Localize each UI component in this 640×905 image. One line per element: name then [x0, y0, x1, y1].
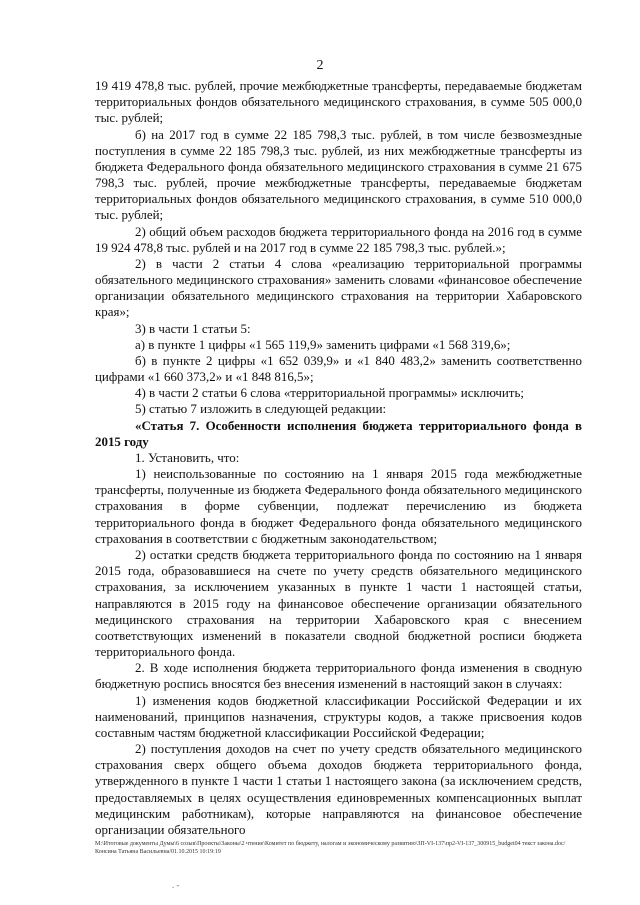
- paragraph: б) на 2017 год в сумме 22 185 798,3 тыс. рублей, в том числе безвозмездные поступления в сумме 22 185 798,3 тыс. рублей, из них межбюджетные трансферты из бюджета Федерального фонда обязательного медицинского страхования в сумме 21 675 798,3 тыс. рублей, прочие межбюджетные трансферты, передаваемые бюджетам территориальных фондов обязательного медицинского страхования, в сумме 510 000,0 тыс. рублей;: [95, 126, 582, 223]
- paragraph: 1) неиспользованные по состоянию на 1 января 2015 года межбюджетные трансферты, полученные из бюджета Федерального фонда обязательного медицинского страхования в форме субвенции, подлежат перечислению из бюджета территориального фонда в бюджет Федерального фонда обязательного медицинского страхования в соответствии с бюджетным законодательством;: [95, 466, 582, 546]
- paragraph: а) в пункте 1 цифры «1 565 119,9» заменить цифрами «1 568 319,6»;: [135, 336, 511, 352]
- paragraph: 2) остатки средств бюджета территориального фонда по состоянию на 1 января 2015 года, образовавшиеся на счете по учету средств обязательного медицинского страхования, за исключением указанных в пункте 1 части 1 настоящей статьи, направляются в 2015 году на финансовое обеспечение организации обязательного медицинского страхования на территории Хабаровского края с внесением соответствующих изменений в показатели сводной бюджетной росписи бюджета территориального фонда.: [95, 546, 582, 660]
- paragraph: б) в пункте 2 цифры «1 652 039,9» и «1 840 483,2» заменить соответственно цифрами «1 660 373,2» и «1 848 816,5»;: [95, 352, 582, 385]
- page-number: 2: [316, 58, 324, 73]
- paragraph: 1. Установить, что:: [135, 449, 240, 465]
- file-path-footer: М:\Итоговые документы Думы\6 созыв\Проекты\Законы\2 чтение\Комитет по бюджету, налогам и экономическому развитию\ЗП-VI-137\пр2-VI-137_300915_budget04 текст закона.doc/Консина Татьяна Васильевна/01.10.2015 10:19:19: [95, 841, 566, 855]
- scan-mark: . -: [172, 880, 180, 890]
- paragraph: 19 419 478,8 тыс. рублей, прочие межбюджетные трансферты, передаваемые бюджетам территориальных фондов обязательного медицинского страхования, в сумме 505 000,0 тыс. рублей;: [95, 78, 582, 126]
- document-body: [95, 78, 582, 838]
- paragraph: 5) статью 7 изложить в следующей редакции:: [135, 401, 387, 417]
- paragraph: 2. В ходе исполнения бюджета территориального фонда изменения в сводную бюджетную роспись вносятся без внесения изменений в настоящий закон в случаях:: [95, 660, 582, 692]
- paragraph: 2) в части 2 статьи 4 слова «реализацию территориальной программы обязательного медицинского страхования» заменить словами «финансовое обеспечение организации обязательного медицинского страхования на территории Хабаровского края»;: [95, 255, 582, 320]
- article-heading: «Статья 7. Особенности исполнения бюджета территориального фонда в 2015 году: [95, 417, 582, 449]
- paragraph: 1) изменения кодов бюджетной классификации Российской Федерации и их наименований, принципов назначения, структуры кодов, а также присвоения кодов составным частям бюджетной классификации Российской Федерации;: [95, 692, 582, 740]
- paragraph: 2) поступления доходов на счет по учету средств обязательного медицинского страхования сверх общего объема доходов бюджета территориального фонда, утвержденного в пункте 1 части 1 статьи 1 настоящего закона (за исключением средств, предоставляемых в целях осуществления единовременных компенсационных выплат медицинским работникам), которые направляются на финансовое обеспечение организации обязательного: [95, 741, 582, 837]
- paragraph: 2) общий объем расходов бюджета территориального фонда на 2016 год в сумме 19 924 478,8 тыс. рублей и на 2017 год в сумме 22 185 798,3 тыс. рублей.»;: [95, 223, 582, 255]
- paragraph: 4) в части 2 статьи 6 слова «территориальной программы» исключить;: [135, 385, 524, 401]
- paragraph: 3) в части 1 статьи 5:: [135, 320, 251, 336]
